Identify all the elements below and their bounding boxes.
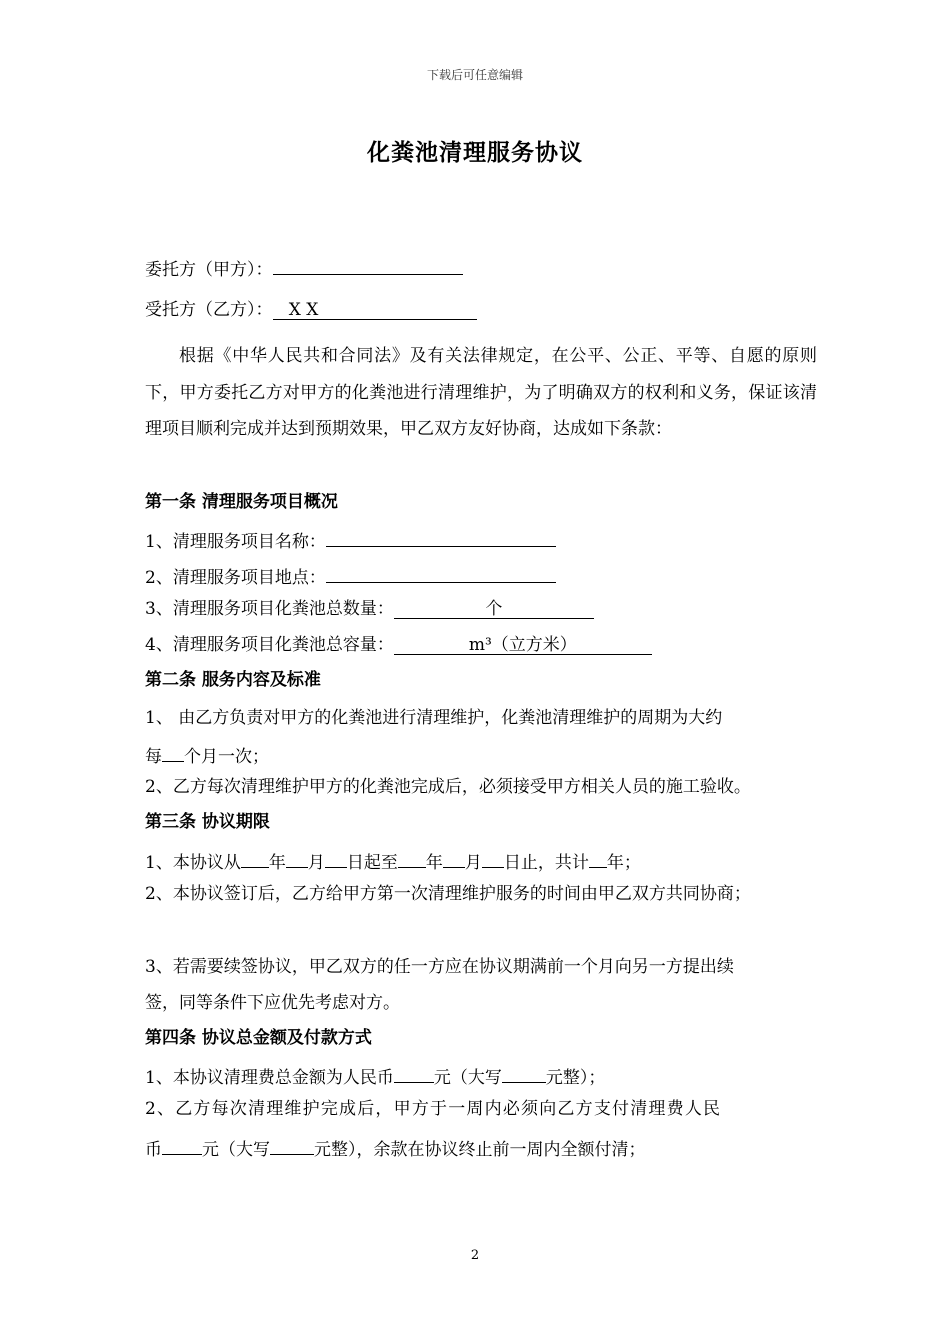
total-amount-blank[interactable] bbox=[394, 1062, 434, 1083]
tank-count-blank[interactable] bbox=[394, 598, 594, 619]
article-1-item-4: 4、清理服务项目化粪池总容量： m³（立方米） bbox=[145, 633, 652, 657]
article-1-item-1: 1、清理服务项目名称： bbox=[145, 526, 556, 554]
article-3-heading: 第三条 协议期限 bbox=[145, 812, 270, 832]
tank-count-unit: 个 bbox=[485, 599, 503, 619]
cycle-months-blank[interactable] bbox=[162, 741, 184, 762]
article-2-heading: 第二条 服务内容及标准 bbox=[145, 670, 321, 690]
party-a-label: 委托方（甲方）： bbox=[145, 260, 273, 280]
article-2-item-1: 1、 由乙方负责对甲方的化粪池进行清理维护，化粪池清理维护的周期为大约 bbox=[145, 708, 723, 728]
start-day-blank[interactable] bbox=[325, 847, 347, 868]
article-3-item-1: 1、本协议从 年 月 日起至 年 月 日止，共计 年； bbox=[145, 847, 641, 875]
party-b-blank[interactable] bbox=[273, 299, 477, 320]
article-1-item-3: 3、清理服务项目化粪池总数量： 个 bbox=[145, 597, 594, 621]
article-3-item-2: 2、本协议签订后，乙方给甲方第一次清理维护服务的时间由甲乙双方共同协商； bbox=[145, 884, 751, 904]
party-b-label: 受托方（乙方）： bbox=[145, 300, 273, 320]
party-b-line bbox=[145, 298, 477, 322]
payment-amount-words-blank[interactable] bbox=[270, 1134, 314, 1155]
end-year-blank[interactable] bbox=[398, 847, 426, 868]
party-b-value: X X bbox=[288, 300, 319, 320]
article-4-item-2-cont: 币 元（大写 元整），余款在协议终止前一周内全额付清； bbox=[145, 1134, 646, 1162]
tank-capacity-unit: m³（立方米） bbox=[468, 635, 577, 655]
header-note: 下载后可任意编辑 bbox=[426, 68, 523, 82]
project-location-blank[interactable] bbox=[326, 562, 556, 583]
end-month-blank[interactable] bbox=[443, 847, 465, 868]
article-1-item-2: 2、清理服务项目地点： bbox=[145, 562, 556, 590]
article-2-item-1-cont: 每 个月一次； bbox=[145, 741, 269, 769]
page-number: 2 bbox=[470, 1248, 480, 1263]
total-years-blank[interactable] bbox=[589, 847, 607, 868]
article-4-item-2: 2、乙方每次清理维护完成后，甲方于一周内必须向乙方支付清理费人民 bbox=[145, 1099, 722, 1119]
end-day-blank[interactable] bbox=[482, 847, 504, 868]
party-a-blank[interactable] bbox=[273, 254, 463, 275]
total-amount-words-blank[interactable] bbox=[502, 1062, 546, 1083]
start-year-blank[interactable] bbox=[241, 847, 269, 868]
article-1-heading: 第一条 清理服务项目概况 bbox=[145, 492, 338, 512]
tank-capacity-blank[interactable] bbox=[394, 634, 652, 655]
article-4-item-1: 1、本协议清理费总金额为人民币 元（大写 元整）； bbox=[145, 1062, 605, 1090]
article-3-item-3: 3、若需要续签协议，甲乙双方的任一方应在协议期满前一个月向另一方提出续 bbox=[145, 957, 734, 977]
project-name-blank[interactable] bbox=[326, 526, 556, 547]
payment-amount-blank[interactable] bbox=[162, 1134, 202, 1155]
document-title: 化粪池清理服务协议 bbox=[367, 139, 583, 166]
article-4-heading: 第四条 协议总金额及付款方式 bbox=[145, 1028, 372, 1048]
article-3-item-3-cont: 签，同等条件下应优先考虑对方。 bbox=[145, 993, 400, 1013]
start-month-blank[interactable] bbox=[286, 847, 308, 868]
party-a-line bbox=[145, 254, 463, 282]
article-2-item-2: 2、乙方每次清理维护甲方的化粪池完成后，必须接受甲方相关人员的施工验收。 bbox=[145, 777, 751, 797]
intro-paragraph: 根据《中华人民共和合同法》及有关法律规定，在公平、公正、平等、自愿的原则下，甲方委托乙方对甲方的化粪池进行清理维护，为了明确双方的权利和义务，保证该清理项目顺利完成并达到预期效果，甲乙双方友好协商，达成如下条款： bbox=[145, 346, 817, 439]
